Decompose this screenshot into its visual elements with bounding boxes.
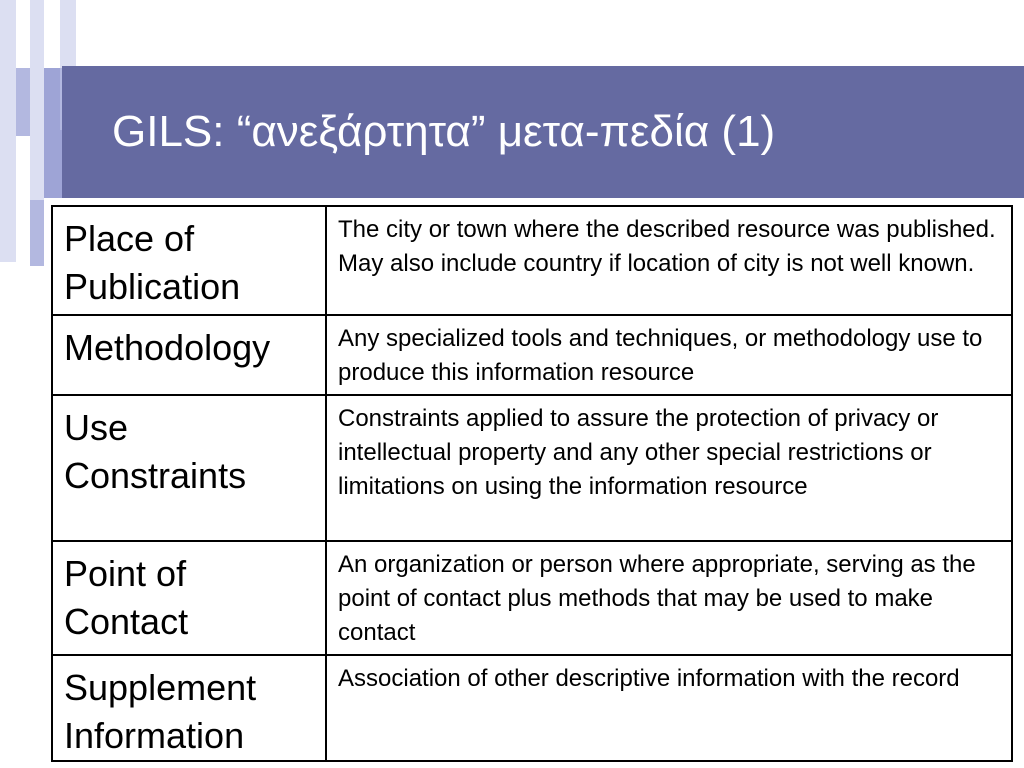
field-description: An organization or person where appropriate, serving as the point of contact plus methods that may be used to make contact bbox=[326, 541, 1012, 655]
field-description: Constraints applied to assure the protection of privacy or intellectual property and any other special restrictions or limitations on using the information resource bbox=[326, 395, 1012, 541]
table-row bbox=[52, 206, 1012, 315]
decorative-bar bbox=[30, 200, 44, 266]
decorative-bar bbox=[16, 68, 30, 136]
table-row bbox=[52, 395, 1012, 541]
decorative-bar bbox=[0, 0, 16, 262]
field-description: Association of other descriptive information with the record bbox=[326, 655, 1012, 761]
table-row bbox=[52, 315, 1012, 395]
decorative-bar bbox=[30, 0, 44, 200]
field-term: Point of Contact bbox=[52, 541, 326, 655]
metadata-fields-table bbox=[51, 205, 1013, 762]
slide-title: GILS: “ανεξάρτητα” μετα-πεδία (1) bbox=[112, 107, 776, 156]
table-row bbox=[52, 541, 1012, 655]
field-term: Use Constraints bbox=[52, 395, 326, 541]
field-term: Supplement Information bbox=[52, 655, 326, 761]
decorative-bar bbox=[60, 0, 76, 68]
table-row bbox=[52, 655, 1012, 761]
title-bar bbox=[62, 66, 1024, 198]
field-term: Methodology bbox=[52, 315, 326, 395]
field-term: Place of Publication bbox=[52, 206, 326, 315]
field-description: Any specialized tools and techniques, or methodology use to produce this information resource bbox=[326, 315, 1012, 395]
field-description: The city or town where the described resource was published. May also include country if location of city is not well known. bbox=[326, 206, 1012, 315]
